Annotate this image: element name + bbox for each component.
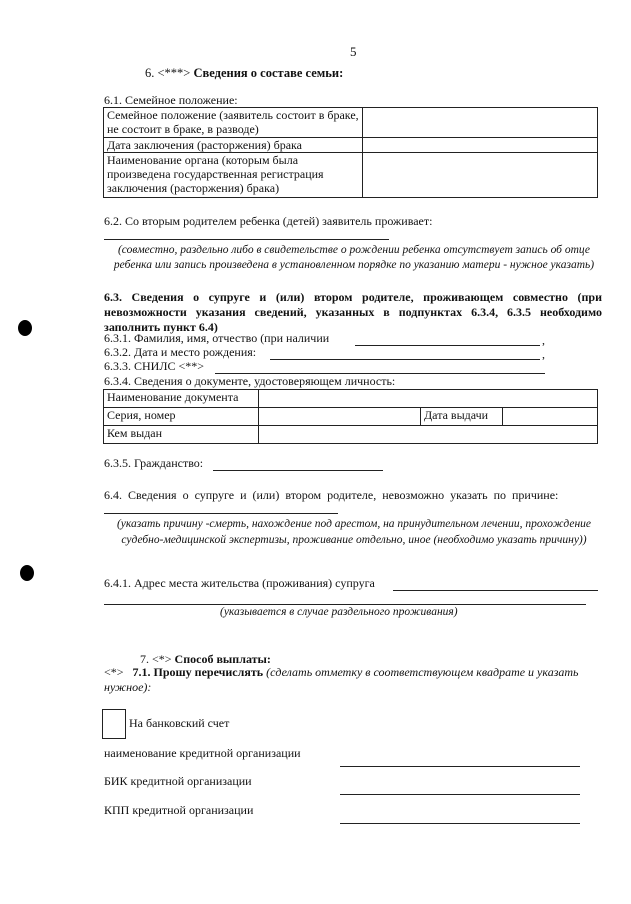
- section7-prefix: 7. <*>: [140, 652, 172, 666]
- s63-title: 6.3. Сведения о супруге и (или) втором родителе, проживающем совместно (при невозможности указания сведений, указанных в подпунктах 6.3.4, 6.3.5 необходимо заполнить пункт 6.4): [104, 290, 602, 334]
- s62-input-line[interactable]: [104, 239, 389, 240]
- s61-label: 6.1. Семейное положение:: [104, 93, 238, 107]
- issued-by-label: Кем выдан: [104, 426, 259, 444]
- kpp-input[interactable]: [340, 823, 580, 824]
- doc-name-value[interactable]: [259, 390, 598, 408]
- s635-input-line[interactable]: [213, 470, 383, 471]
- s632-input-line[interactable]: [270, 359, 540, 360]
- s71-paragraph: [104, 665, 584, 695]
- page-number: 5: [350, 44, 357, 59]
- s71-bold: 7.1. Прошу перечислять: [132, 665, 264, 679]
- bik-label: БИК кредитной организации: [104, 774, 252, 788]
- binder-hole-bottom: [20, 565, 34, 581]
- s641-label: 6.4.1. Адрес места жительства (проживания) супруга: [104, 576, 375, 590]
- s64-label: 6.4. Сведения о супруге и (или) втором родителе, невозможно указать по причине:: [104, 488, 559, 502]
- series-label: Серия, номер: [104, 408, 259, 426]
- doc-name-label: Наименование документа: [104, 390, 259, 408]
- section7-title: Способ выплаты:: [174, 652, 271, 666]
- section6-heading: [145, 66, 343, 81]
- s641-hint: (указывается в случае раздельного проживания): [220, 606, 458, 618]
- marital-status-value[interactable]: [363, 108, 598, 138]
- s62-hint: (совместно, раздельно либо в свидетельстве о рождении ребенка отсутствует запись об отце ребенка или запись произведена в установленном порядке по указанию матери - нужное указать): [113, 244, 595, 271]
- s64-input-line[interactable]: [104, 513, 338, 514]
- s631-comma: ,: [542, 333, 545, 347]
- marriage-date-label: Дата заключения (расторжения) брака: [104, 138, 363, 153]
- marriage-date-value[interactable]: [363, 138, 598, 153]
- s641-input-line-1[interactable]: [393, 590, 598, 591]
- s631-input-line[interactable]: [355, 345, 540, 346]
- s641-input-line-2[interactable]: [104, 604, 586, 605]
- bik-input[interactable]: [340, 794, 580, 795]
- s62-label: 6.2. Со вторым родителем ребенка (детей) заявитель проживает:: [104, 214, 433, 228]
- id-document-table: [103, 389, 598, 444]
- binder-hole-top: [18, 320, 32, 336]
- s64-hint: (указать причину -смерть, нахождение под арестом, на принудительном лечении, прохождение судебно-медицинской экспертизы, проживание отдельно, иное (необходимо указать причину)): [116, 518, 592, 546]
- s631-label: 6.3.1. Фамилия, имя, отчество (при наличии: [104, 331, 330, 345]
- issue-date-value[interactable]: [503, 408, 598, 426]
- bank-account-label: На банковский счет: [129, 716, 230, 730]
- s71-prefix: <*>: [104, 665, 124, 679]
- s633-label: 6.3.3. СНИЛС <**>: [104, 359, 205, 373]
- s71-hint: (сделать отметку в соответствующем квадрате и указать нужное):: [104, 665, 579, 694]
- marital-table: [103, 107, 598, 198]
- s635-label: 6.3.5. Гражданство:: [104, 456, 204, 470]
- credit-org-name-input[interactable]: [340, 766, 580, 767]
- s632-label: 6.3.2. Дата и место рождения:: [104, 345, 257, 359]
- series-value[interactable]: [259, 408, 421, 426]
- issued-by-value[interactable]: [259, 426, 598, 444]
- marital-status-label: Семейное положение (заявитель состоит в браке, не состоит в браке, в разводе): [104, 108, 363, 138]
- s634-label: 6.3.4. Сведения о документе, удостоверяющем личность:: [104, 374, 396, 388]
- bank-account-checkbox[interactable]: [102, 709, 126, 739]
- section6-title: Сведения о составе семьи:: [193, 66, 344, 80]
- credit-org-name-label: наименование кредитной организации: [104, 746, 301, 760]
- s632-comma: ,: [542, 347, 545, 361]
- registry-org-label: Наименование органа (которым была произведена государственная регистрация заключения (расторжения) брака): [104, 153, 363, 198]
- kpp-label: КПП кредитной организации: [104, 803, 254, 817]
- section6-prefix: 6. <***>: [145, 66, 191, 80]
- issue-date-label: Дата выдачи: [421, 408, 503, 426]
- registry-org-value[interactable]: [363, 153, 598, 198]
